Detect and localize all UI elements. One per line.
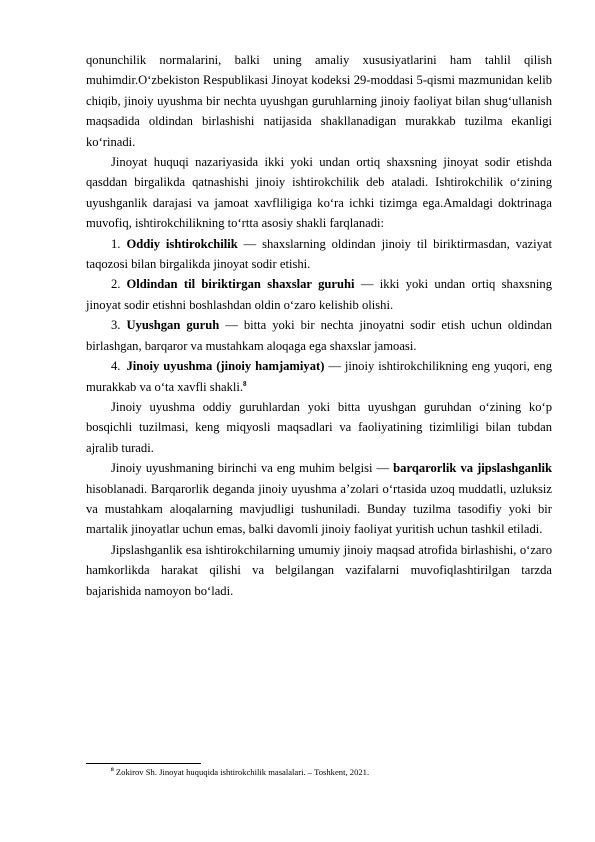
paragraph-cohesion: Jipslashganlik esa ishtirokchilarning umumiy jinoiy maqsad atrofida birlashishi, o‘zaro hamkorlikda harakat qilishi va belgilangan vazifalarni muvofiqlashtirilgan tarzda bajarishida namoyon bo‘ladi.	[86, 542, 552, 598]
list-term: Oddiy ishtirokchilik	[126, 236, 238, 251]
list-number: 2.	[111, 277, 121, 292]
paragraph-intro: qonunchilik normalarini, balki uning amaliy xususiyatlarini ham tahlil qilish muhimdir.O‘zbekiston Respublikasi Jinoyat kodeksi 29-moddasi 5-qismi mazmunidan kelib chiqib, jinoiy uyushma bir nechta uyushgan guruhlarning jinoiy faoliyat bilan shug‘ullanish maqsadida oldindan birlashishi natijasida shakllanadigan murakkab tuzilma ekanligi ko‘rinadi.	[86, 53, 552, 149]
text-run: Jinoiy uyushmaning birinchi va eng muhim belgisi —	[111, 461, 394, 476]
paragraph-distinction: Jinoiy uyushma oddiy guruhlardan yoki bitta uyushgan guruhdan oʻzining koʻp bosqichli tuzilmasi, keng miqyosli maqsadlari va faoliyatining tizimliligi bilan tubdan ajralib turadi.	[86, 399, 552, 455]
footnote-reference[interactable]: 8	[243, 379, 247, 388]
list-term: Jinoiy uyushma (jinoiy hamjamiyat)	[126, 359, 325, 374]
document-body	[86, 50, 552, 601]
list-item	[86, 234, 552, 275]
list-number: 1.	[111, 236, 121, 251]
list-item	[86, 274, 552, 315]
footnote-text: Zokirov Sh. Jinoyat huquqida ishtirokchilik masalalari. – Toshkent, 2021.	[113, 767, 370, 777]
list-item	[86, 356, 552, 397]
footnote	[111, 766, 369, 778]
list-number: 4.	[111, 359, 121, 374]
list-term: Uyushgan guruh	[126, 318, 220, 333]
footnote-divider	[86, 763, 201, 764]
paragraph-theory: Jinoyat huquqi nazariyasida ikki yoki undan ortiq shaxsning jinoyat sodir etishda qasddan birgalikda qatnashishi jinoiy ishtirokchilik deb ataladi. Ishtirokchilik oʻzining uyushganlik darajasi va jamoat xavfliligiga koʻra ichki tizimga ega.Amaldagi doktrinaga muvofiq, ishtirokchilikning toʻrtta asosiy shakli farqlanadi:	[86, 155, 552, 231]
list-number: 3.	[111, 318, 121, 333]
list-item	[86, 315, 552, 356]
text-run: hisoblanadi. Barqarorlik deganda jinoiy uyushma a’zolari o‘rtasida uzoq muddatli, uzluksiz va mustahkam aloqalarning mavjudligi tushuniladi. Bunday tuzilma tasodifiy yoki bir martalik jinoyatlar uchun emas, balki davomli jinoiy faoliyat yuritish uchun tashkil etiladi.	[86, 481, 552, 537]
footnote-number: 8	[111, 767, 114, 774]
list-text: — ikki yoki undan ortiq shaxsning jinoyat sodir etishni boshlashdan oldin oʻzaro kelishib olishi.	[86, 277, 553, 312]
list-text: — jinoiy ishtirokchilikning eng yuqori, eng murakkab va oʻta xavfli shakli.	[86, 359, 552, 394]
paragraph-stability	[86, 458, 552, 540]
list-term: Oldindan til biriktirgan shaxslar guruhi	[126, 277, 355, 292]
list-text: — shaxslarning oldindan jinoiy til biriktirmasdan, vaziyat taqozosi bilan birgalikda jinoyat sodir etishi.	[86, 236, 553, 272]
list-text: — bitta yoki bir nechta jinoyatni sodir etish uchun oldindan birlashgan, barqaror va mustahkam aloqaga ega shaxslar jamoasi.	[86, 318, 552, 353]
bold-term: barqarorlik va jipslashganlik	[393, 461, 552, 476]
